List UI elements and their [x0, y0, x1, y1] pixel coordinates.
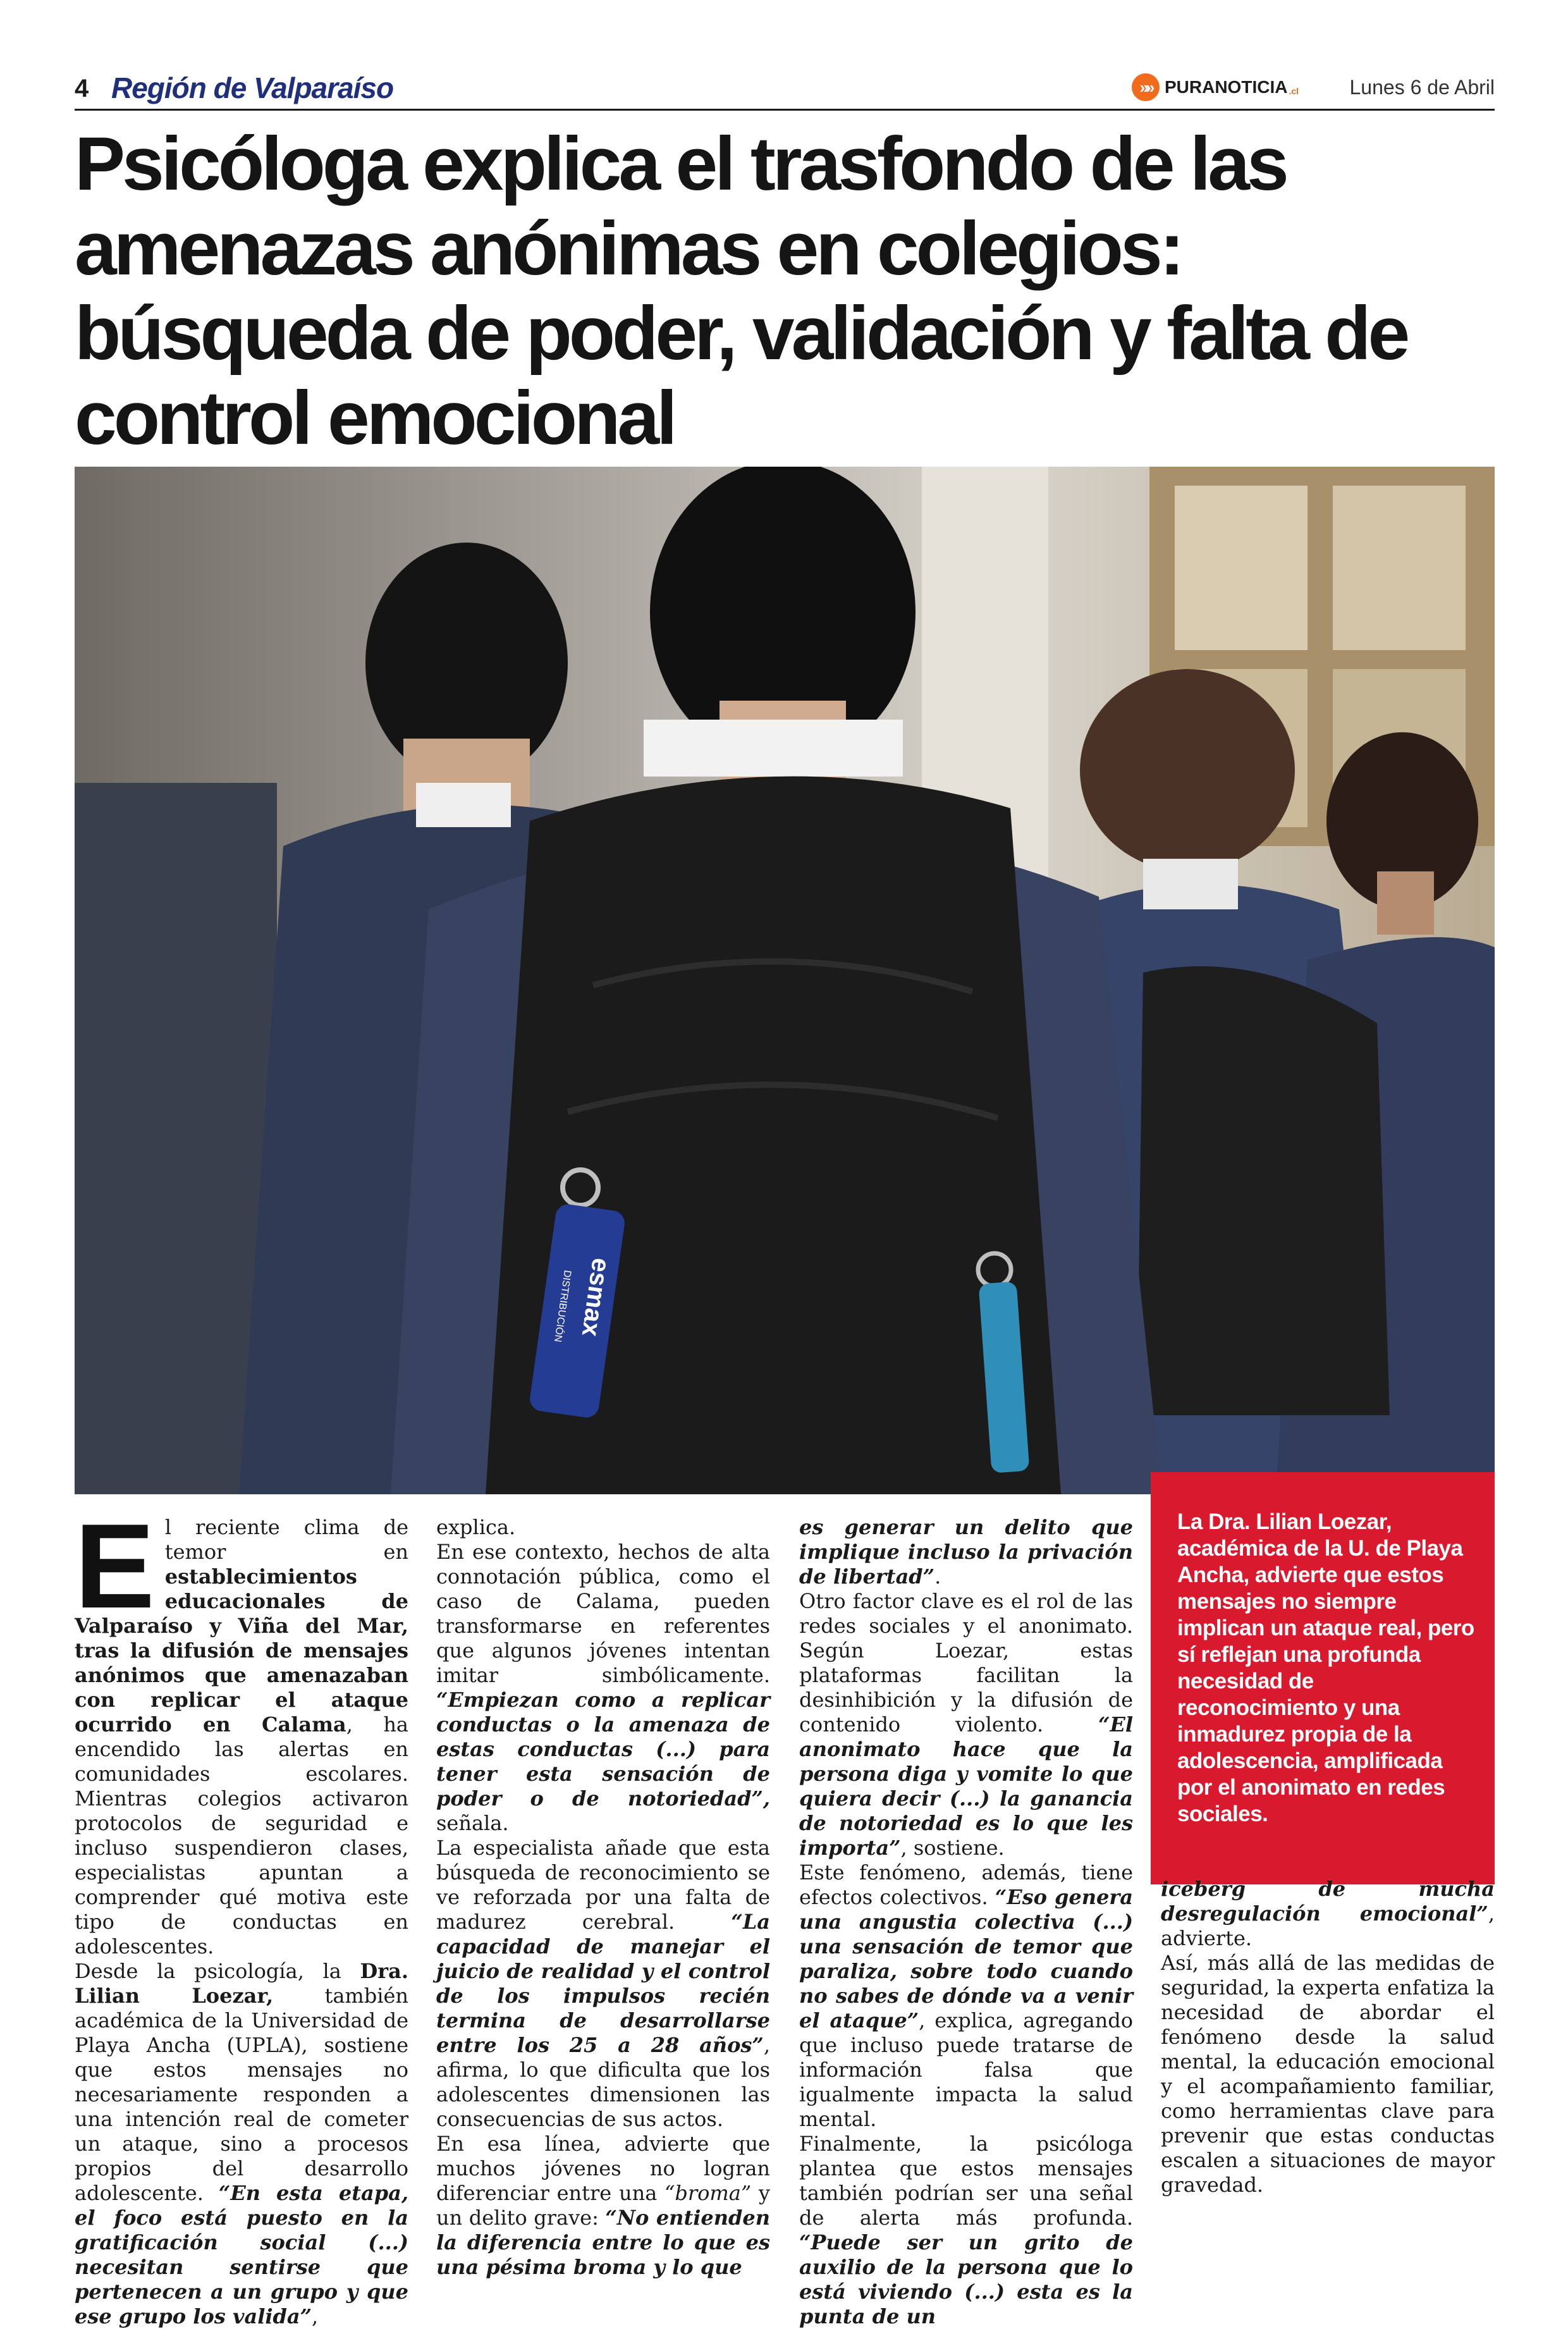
chevron-arrows-icon: »»: [1132, 73, 1160, 101]
paragraph: iceberg de mucha desregulación emocional”, advierte.: [1161, 1877, 1495, 1950]
dropcap: E: [75, 1499, 155, 1633]
paragraph: En ese contexto, hechos de alta connotación pública, como el caso de Calama, pueden transformarse en referentes que algunos jóvenes intentan imitar simbólicamente. “Empiezan como a replicar conductas o la amenaza de estas conductas (...) para tener esta sensación de poder o de notoriedad”, señala.: [436, 1540, 770, 1835]
paragraph: En esa línea, advierte que muchos jóvenes no logran diferenciar entre una “broma” y un delito grave: “No entienden la diferencia entre lo que es una pésima broma y lo que: [436, 2132, 771, 2279]
quote: “Puede ser un grito de auxilio de la persona que lo está viviendo (...) esta es la punta de un: [799, 2230, 1133, 2328]
paragraph: Finalmente, la psicóloga plantea que estos mensajes también podrían ser una señal de alerta más profunda. “Puede ser un grito de auxilio de la persona que lo está viviendo (...) esta es la punta de un: [799, 2132, 1133, 2328]
quote: “En esta etapa, el foco está puesto en la gratificación social (...) necesitan sentirse que pertenecen a un grupo y que ese grupo los valida”: [75, 2181, 409, 2328]
lanyard-subtext-left: DISTRIBUCIÓN: [552, 1269, 573, 1343]
article-column-1: [75, 1499, 409, 2329]
paragraph: Otro factor clave es el rol de las redes sociales y el anonimato. Según Loezar, estas plataformas facilitan la desinhibición y la difusión de contenido violento. “El anonimato hace que la persona diga y vomite lo que quiera decir (...) la ganancia de notoriedad es lo que les importa”, sostiene.: [799, 1589, 1133, 1860]
paragraph: l reciente clima de temor en establecimientos educacionales de Valparaíso y Viña del Mar, tras la difusión de mensajes anónimos que amenazaban con replicar el ataque ocurrido en Calama, ha encendido las alertas en comunidades escolares. Mientras colegios activaron protocolos de seguridad e incluso suspendieron clases, especialistas apuntan a comprender qué motiva este tipo de conductas en adolescentes.: [75, 1515, 409, 1958]
article-column-4: [1161, 1877, 1495, 2197]
paragraph: Este fenómeno, además, tiene efectos colectivos. “Eso genera una angustia colectiva (...) una sensación de temor que paraliza, sobre todo cuando no sabes de dónde va a venir el ataque”, explica, agregando que incluso puede tratarse de información falsa que igualmente impacta la salud mental.: [799, 1860, 1133, 2131]
brand-name: PURANOTICIA: [1165, 77, 1288, 97]
brand-logo: [1132, 73, 1299, 101]
highlight-text: La Dra. Lilian Loezar, académica de la U. de Playa Ancha, advierte que estos mensajes no siempre implican un ataque real, pero sí reflejan una profunda necesidad de reconocimiento y una inmadurez propia de la adolescencia, amplificada por el anonimato en redes sociales.: [1177, 1509, 1474, 1826]
brand-suffix: .cl: [1289, 86, 1299, 96]
quote: “Empiezan como a replicar conductas o la amenaza de estas conductas (...) para tener esta sensación de poder o de notoriedad”,: [436, 1688, 770, 1810]
quote: iceberg de mucha desregulación emocional”: [1161, 1877, 1495, 1926]
paragraph: Desde la psicología, la Dra. Lilian Loezar, también académica de la Universidad de Playa Ancha (UPLA), sostiene que estos mensajes no necesariamente responden a una intención real de cometer un ataque, sino a procesos propios del desarrollo adolescente. “En esta etapa, el foco está puesto en la gratificación social (...) necesitan sentirse que pertenecen a un grupo y que ese grupo los valida”,: [75, 1959, 409, 2328]
page-number: 4: [75, 75, 89, 102]
highlight-box: [1151, 1472, 1495, 1884]
lanyard-text-left: esmax: [576, 1256, 615, 1339]
paragraph: Así, más allá de las medidas de seguridad, la experta enfatiza la necesidad de abordar el fenómeno desde la salud mental, la educación emocional y el acompañamiento familiar, como herramientas clave para prevenir que estas conductas escalen a situaciones de mayor gravedad.: [1161, 1951, 1495, 2197]
section-name: Región de Valparaíso: [111, 71, 394, 104]
article-column-3: [799, 1515, 1133, 2329]
article-column-2: [436, 1515, 770, 2280]
quote: “El anonimato hace que la persona diga y vomite lo que quiera decir (...) la ganancia de notoriedad es lo que les importa”: [799, 1712, 1133, 1860]
article-photo: [75, 467, 1495, 1494]
header-rule: [75, 109, 1495, 111]
issue-date: Lunes 6 de Abril: [1349, 76, 1495, 99]
quote: “No entienden la diferencia entre lo que es una pésima broma y lo que: [436, 2206, 771, 2279]
students-photo-illustration: [75, 467, 1495, 1494]
paragraph: explica.: [436, 1515, 516, 1539]
paragraph: es generar un delito que implique incluso la privación de libertad”.: [799, 1515, 1133, 1589]
quote: “La capacidad de manejar el juicio de realidad y el control de los impulsos recién termina de desarrollarse entre los 25 a 28 años”: [436, 1910, 770, 2057]
quote: es generar un delito que implique incluso la privación de libertad”: [799, 1515, 1133, 1589]
paragraph: La especialista añade que esta búsqueda de reconocimiento se ve reforzada por una falta de madurez cerebral. “La capacidad de manejar el juicio de realidad y el control de los impulsos recién termina de desarrollarse entre los 25 a 28 años”, afirma, lo que dificulta que los adolescentes dimensionen las consecuencias de sus actos.: [436, 1836, 770, 2131]
quote: “Eso genera una angustia colectiva (...) una sensación de temor que paraliza, sobre todo cuando no sabes de dónde va a venir el ataque”: [799, 1885, 1133, 2032]
headline: Psicóloga explica el trasfondo de las amenazas anónimas en colegios: búsqueda de poder, validación y falta de control emocional: [75, 121, 1407, 460]
